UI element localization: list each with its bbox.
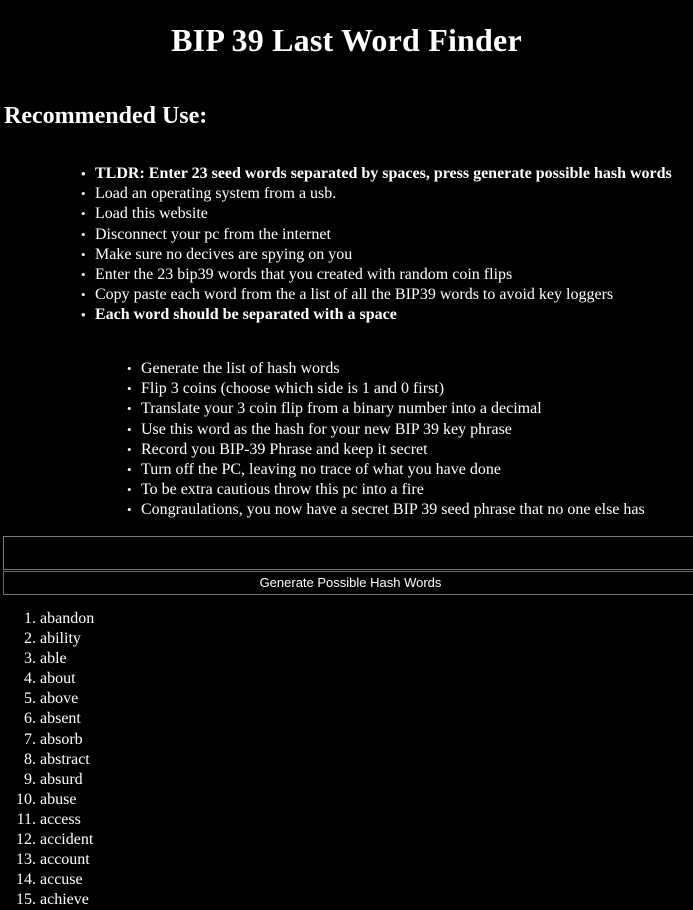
word-list-item[interactable]: 1. abandon bbox=[40, 609, 94, 629]
primary-steps-list bbox=[0, 164, 693, 326]
primary-step-item: • Disconnect your pc from the internet bbox=[95, 225, 693, 245]
primary-step-item: • TLDR: Enter 23 seed words separated by spaces, press generate possible hash words bbox=[95, 164, 693, 184]
generate-button-label: Generate Possible Hash Words bbox=[259, 575, 442, 590]
detailed-step-item: • Congraulations, you now have a secret BIP 39 seed phrase that no one else has bbox=[141, 500, 693, 520]
word-list-item[interactable]: 8. abstract bbox=[40, 750, 94, 770]
word-list-item[interactable]: 3. able bbox=[40, 649, 94, 669]
word-list-item[interactable]: 9. absurd bbox=[40, 770, 94, 790]
detailed-step-item: • Generate the list of hash words bbox=[141, 359, 693, 379]
primary-step-item: • Make sure no decives are spying on you bbox=[95, 245, 693, 265]
detailed-step-item: • To be extra cautious throw this pc into a fire bbox=[141, 480, 693, 500]
section-heading: Recommended Use: bbox=[4, 103, 208, 129]
word-list-item[interactable]: 4. about bbox=[40, 669, 94, 689]
detailed-step-item: • Turn off the PC, leaving no trace of what you have done bbox=[141, 460, 693, 480]
bip39-word-list bbox=[0, 609, 94, 910]
page-title: BIP 39 Last Word Finder bbox=[171, 22, 522, 58]
word-list-item[interactable]: 13. account bbox=[40, 850, 94, 870]
primary-step-item: • Enter the 23 bip39 words that you created with random coin flips bbox=[95, 265, 693, 285]
detailed-step-item: • Translate your 3 coin flip from a binary number into a decimal bbox=[141, 399, 693, 419]
word-list-item[interactable]: 11. access bbox=[40, 810, 94, 830]
primary-step-item: • Load this website bbox=[95, 204, 693, 224]
word-list-item[interactable]: 6. absent bbox=[40, 709, 94, 729]
detailed-step-item: • Record you BIP-39 Phrase and keep it secret bbox=[141, 440, 693, 460]
word-list-item[interactable]: 10. abuse bbox=[40, 790, 94, 810]
detailed-step-item: • Flip 3 coins (choose which side is 1 and 0 first) bbox=[141, 379, 693, 399]
primary-step-item: • Copy paste each word from the a list of all the BIP39 words to avoid key loggers bbox=[95, 285, 693, 305]
seed-words-input[interactable] bbox=[3, 536, 693, 570]
word-list-item[interactable]: 15. achieve bbox=[40, 890, 94, 910]
word-list-item[interactable]: 7. absorb bbox=[40, 730, 94, 750]
detailed-steps-list bbox=[0, 359, 693, 521]
word-list-item[interactable]: 14. accuse bbox=[40, 870, 94, 890]
word-list-item[interactable]: 2. ability bbox=[40, 629, 94, 649]
generate-possible-hash-words-button[interactable] bbox=[3, 571, 693, 595]
primary-step-item: • Load an operating system from a usb. bbox=[95, 184, 693, 204]
detailed-step-item: • Use this word as the hash for your new BIP 39 key phrase bbox=[141, 420, 693, 440]
word-list-item[interactable]: 12. accident bbox=[40, 830, 94, 850]
primary-step-item: • Each word should be separated with a space bbox=[95, 305, 693, 325]
word-list-item[interactable]: 5. above bbox=[40, 689, 94, 709]
